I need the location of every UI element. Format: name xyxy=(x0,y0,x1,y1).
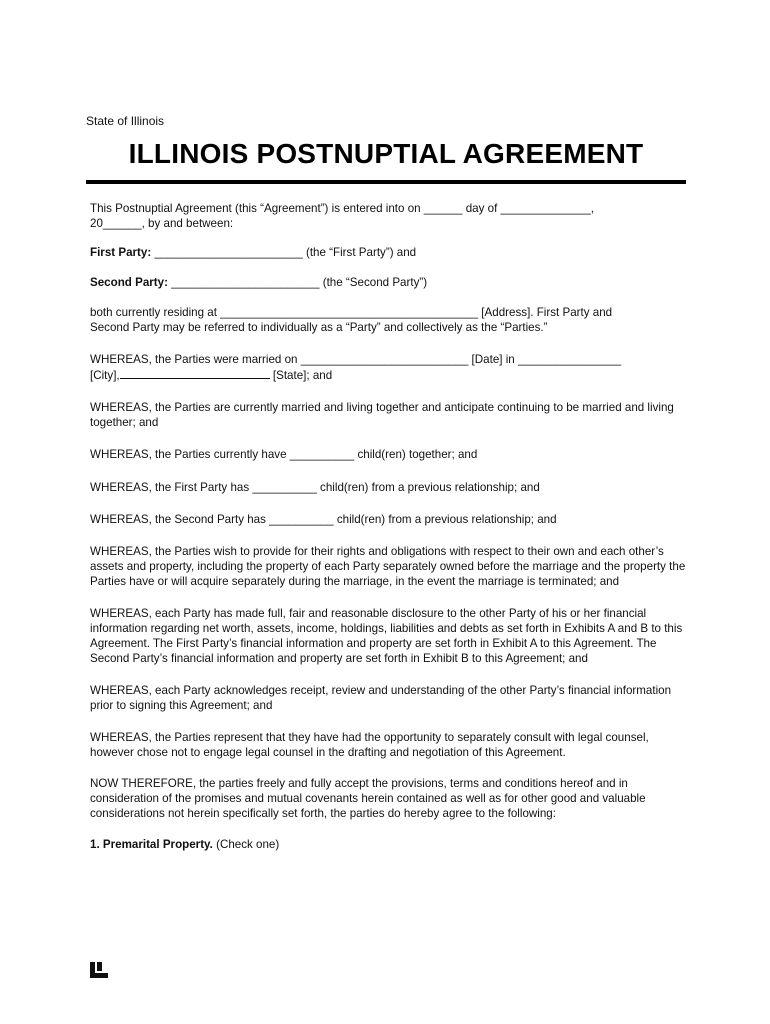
whereas-married xyxy=(90,352,690,383)
whereas-receipt: WHEREAS, each Party acknowledges receipt, review and understanding of the other Party’s financial information prior to signing this Agreement; and xyxy=(90,684,672,712)
state-line: State of Illinois xyxy=(86,114,165,128)
document-title: ILLINOIS POSTNUPTIAL AGREEMENT xyxy=(128,138,644,169)
whereas-counsel: WHEREAS, the Parties represent that they have had the opportunity to separately consult with legal counsel, however chose not to engage legal counsel in the drafting and negotiation of this Agreement. xyxy=(90,731,649,759)
married-state: [State]; and xyxy=(269,369,333,382)
married-line-1: WHEREAS, the Parties were married on __________________________ [Date] in ________________ xyxy=(90,353,622,366)
residing-paragraph xyxy=(90,305,690,335)
now-therefore-paragraph: NOW THEREFORE, the parties freely and fully accept the provisions, terms and conditions hereof and in consideration of the promises and mutual covenants herein contained as well as for other good and valuable considerations not herein specifically set forth, the parties do hereby agree to the following: xyxy=(90,777,646,820)
title-rule xyxy=(86,180,686,184)
first-party-label: First Party: xyxy=(90,246,152,259)
first-party-line xyxy=(90,245,690,260)
section-1-label: 1. Premarital Property. xyxy=(90,838,213,851)
whereas-children: WHEREAS, the Parties currently have __________ child(ren) together; and xyxy=(90,448,478,461)
intro-line-2: 20______, by and between: xyxy=(90,217,234,230)
married-city: [City], xyxy=(90,369,120,382)
whereas-living: WHEREAS, the Parties are currently married and living together and anticipate continuing to be married and living together; and xyxy=(90,401,674,429)
state-blank-line xyxy=(120,367,270,379)
second-party-label: Second Party: xyxy=(90,276,168,289)
residing-line-1: both currently residing at ________________________________________ [Address]. First Party and xyxy=(90,306,613,319)
first-party-rest: _______________________ (the “First Party”) and xyxy=(151,246,417,259)
residing-line-2: Second Party may be referred to individually as a “Party” and collectively as the “Parties.” xyxy=(90,321,548,334)
whereas-disclosure: WHEREAS, each Party has made full, fair and reasonable disclosure to the other Party of his or her financial information regarding net worth, assets, income, holdings, liabilities and debts as set forth in Exhibits A and B to this Agreement. The First Party’s financial information and property are set forth in Exhibit A to this Agreement. The Second Party’s financial information and property are set forth in Exhibit B to this Agreement; and xyxy=(90,607,683,665)
whereas-rights: WHEREAS, the Parties wish to provide for their rights and obligations with respect to their own and each other’s assets and property, including the property of each Party separately owned before the marriage and the property the Parties have or will acquire separately during the marriage, in the event the marriage is terminated; and xyxy=(90,545,686,588)
document-body xyxy=(90,201,690,852)
section-1-rest: (Check one) xyxy=(212,838,280,851)
whereas-first-children: WHEREAS, the First Party has __________ child(ren) from a previous relationship; and xyxy=(90,481,540,494)
second-party-rest: _______________________ (the “Second Party”) xyxy=(167,276,428,289)
section-1-heading xyxy=(90,837,690,852)
second-party-line xyxy=(90,275,690,290)
intro-paragraph xyxy=(90,201,690,231)
whereas-second-children: WHEREAS, the Second Party has __________ child(ren) from a previous relationship; and xyxy=(90,513,557,526)
intro-line-1: This Postnuptial Agreement (this “Agreement”) is entered into on ______ day of ______________, xyxy=(90,202,595,215)
lawdistrict-logo-icon xyxy=(90,962,110,978)
